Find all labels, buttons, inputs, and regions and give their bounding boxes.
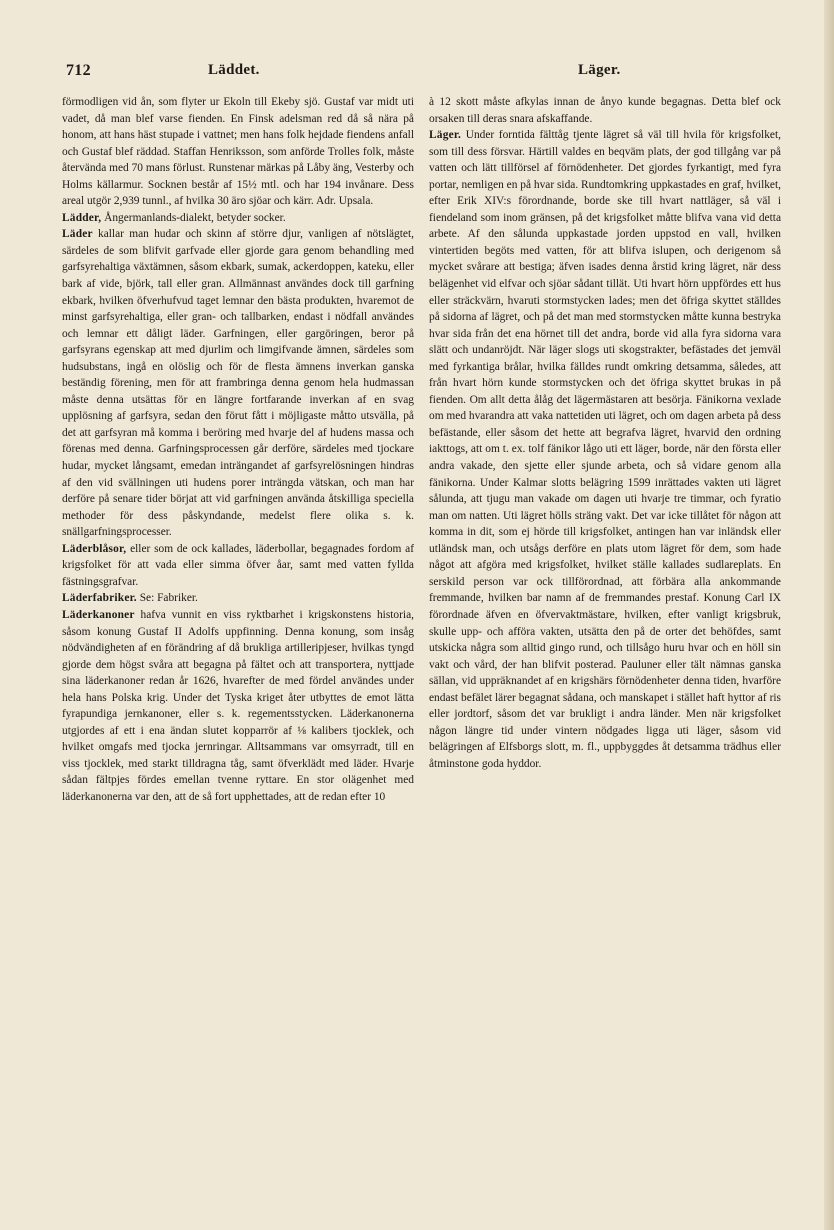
left-column xyxy=(62,94,414,806)
entry-text: Ångermanlands-dialekt, betyder socker. xyxy=(101,211,286,224)
entry-paragraph xyxy=(62,226,414,540)
entry-paragraph xyxy=(429,127,781,772)
entry-text: à 12 skott måste afkylas innan de ånyo kunde begagnas. Detta blef ock orsaken till deras snara afskaffande. xyxy=(429,96,781,125)
entry-text: eller som de ock kallades, läderbollar, begagnades fordom af krigsfolket för att vada eller simma öfver åar, samt med vatten fyllda fästningsgrafvar. xyxy=(62,542,414,588)
page-number: 712 xyxy=(66,62,91,79)
entry-headword: Läderfabriker. xyxy=(62,592,137,605)
right-column xyxy=(429,94,781,772)
entry-paragraph xyxy=(62,607,414,806)
entry-paragraph xyxy=(62,541,414,591)
left-running-head: Läddet. xyxy=(208,62,260,78)
entry-text: kallar man hudar och skinn af större djur, vanligen af nötslägtet, särdeles de som blifvit garfvade eller gjorde gara genom behandling med garfsyrehaltiga växtämnen, såsom ekbark, sumak, ackerdoppen, kateku, eller bark af vide, björk, tall eller gran. Allmännast användes dock till garfning ekbark, hvilken öfverhufvud taget lemnar den bästa produkten, hvaremot de minst garfsyrehaltiga, eller gran- och tallbarken, endast i nödfall användes och lemnar ett dåligt läder. Garfningen, eller gargöringen, beror på garfsyrans egenskap att med djurlim och limgifvande ämnen, särdeles som hudsubstans, ingå en olöslig och för de flesta ämnens inverkan ganska beständig förening, men för att frambringa denna genom hela hudmassan måste denna utsättas för en längre fortfarande inverkan af en svag upplösning af garfsyra, sedan den förut fått i möjligaste måtto utsvälla, på det att garfsyran må komma i beröring med hvarje del af hudens massa och förenas med denna. Garfningsprocessen går derföre, särdeles med tjockare hudar, mycket långsamt, emedan inträngandet af garfsyrelösningen hindras af den vid svällningen uti hudens porer inträngda vätskan, och man har derföre på senare tider börjat att vid garfningen använda åtskilliga speciella methoder för dess påskyndande, medelst flere olika s. k. snällgarfningsprocesser. xyxy=(62,228,414,539)
entry-headword: Lädder, xyxy=(62,211,102,224)
entry-paragraph xyxy=(62,590,414,607)
entry-headword: Läderblåsor, xyxy=(62,542,127,555)
entry-text: Under forntida fälttåg tjente lägret så väl till hvila för krigsfolket, som till dess försvar. Härtill valdes en beqväm plats, der god tillgång var på vatten och lätt tillförsel af förnödenheter. Det gjordes fyrkantigt, med fyra portar, nemligen en på hvar sida. Rundtomkring uppkastades en graf, hvilket, efter Erik XIV:s förordnande, borde ske till hvart nattläger, så väl i fiendeland som inom gränsen, på det krigsfolket måtte blifva vana vid detta arbete. Af den sålunda uppkastade jorden uppstod en vall, hvilken vintertiden begöts med vatten, för att blifva islupen, och derigenom så mycket svårare att bestiga; äfven isades denna årstid kring lägret, när dess belägenhet vid elfvar och sjöar sådant tillät. Uti hvart hörn uppfördes ett hus eller sträckvärn, hvaruti stormstycken lades; men det öfriga skyttet ställdes på sidorna af lägret, och på det man med stormstycken måtte kunna bestryka hvar sida från det ena hörnet till det andra, borde vid alla fyra sidorna vara slätt och undanröjdt. När läger slogs uti skogstrakter, befästades det jemväl med fyrkantiga brålar, hvilka fälldes rundt omkring detsamma, således, att från hvart hörn kunde stormstycken och det öfriga skyttet brukas in på fienden. Om allt detta ålåg det lägermästaren att besörja. Fänikorna vexlade om med hvarandra att vaka nattetiden uti lägret, och om dagen arbeta på dess befästande, eller såsom det hette att begrafva lägret, hvarvid den ordning iakttogs, att om t. ex. tolf fänikor lågo uti ett läger, borde, när den första eller andra vakade, den sjette eller sjunde arbeta, och så vidare genom alla fänikorna. Under Kalmar slotts belägring 1599 inrättades vakten uti lägret sålunda, att tjugu man vakade om dagen uti hvarje tre timmar, och fyratio man om natten. Uti lägret hölls sträng vakt. Det var icke tillåtet för någon att komma in dit, som ej hörde till krigsfolket, antingen han var inländsk eller utländsk man, och utsågs derföre en plats utom lägret för dem, som hade något att afgöra med krigsfolket, hvilket ställe kallades sudlareplats. En serskild person var ock tillförordnad, att förbära alla ankommande fremmande, hvilken bar namn af de fremmandes prestaf. Konung Carl IX förordnade äfven en öfvervaktmästare, hvilken, efter vanligt krigsbruk, skulle upp- och afföra vakten, utsätta den på de orter det behöfdes, samt utskicka några som alltid gingo rund, och tillsågo huru hvar och en höll sin vakt och vård, der han blifvit posterad. Pauluner eller tält nämnas ganska sällan, vid uppräknandet af en krigshärs förnödenheter denna tiden, hvarföre endast befälet lärer begagnat sådana, och manskapet i stället haft hyttor af ris eller jordtorf, såsom det var brukligt i andra länder. Men när krigsfolket någon längre tid under vintern nödgades ligga uti läger, såsom vid belägringen af Elfsborgs slott, m. fl., uppbyggdes åt detsamma trädhus eller åtminstone goda hyddor. xyxy=(429,129,781,770)
entry-headword: Läger. xyxy=(429,129,462,142)
entry-text: Se: Fabriker. xyxy=(136,592,198,605)
entry-text: hafva vunnit en viss ryktbarhet i krigskonstens historia, såsom konung Gustaf II Adolfs uppfinning. Denna konung, som insåg nödvändigheten af en förändring af då brukliga artilleripjeser, hvilkas tyngd gjorde dem högst svåra att begagna på fältet och att transportera, nyttjade sina läderkanoner redan år 1626, hvarefter de med fördel användes under hela hans Polska krig. Under det Tyska kriget åter utbyttes de emot lätta fyrapundiga jernkanoner, eller s. k. regementsstycken. Läderkanonerna utgjordes af ett i ena ändan slutet kopparrör af ⅛ kalibers tjocklek, och hvilket omgafs med tjocka jernringar. Alltsammans var omsyrradt, till en viss tjocklek, med starkt tilldragna tåg, samt öfverklädt med läder. Hvarje sådan fältpjes fördes emellan tvenne ryttare. En stor olägenhet med läderkanonerna var den, att de så fort upphettades, att de redan efter 10 xyxy=(62,608,414,803)
entry-paragraph xyxy=(429,94,781,127)
entry-headword: Läder xyxy=(62,228,93,241)
entry-headword: Läderkanoner xyxy=(62,608,135,621)
right-running-head: Läger. xyxy=(578,62,621,78)
entry-paragraph xyxy=(62,94,414,210)
entry-text: förmodligen vid ån, som flyter ur Ekoln till Ekeby sjö. Gustaf var midt uti vadet, då man blef varse fienden. En Finsk adelsman red då så nära på honom, att hans häst stupade i vattnet; men hans folk hejdade fiendens anfall och Gustaf blef räddad. Staffan Henriksson, som anförde Trolles folk, måste återvända med 70 mans förlust. Runstenar märkas på Låby äng, Vesterby och Holms källarmur. Socknen består af 15½ mtl. och har 194 invånare. Dess areal utgör 2,939 tunnl., af hvilka 30 äro sjöar och kärr. Adr. Upsala. xyxy=(62,96,414,208)
page-spine-edge xyxy=(824,0,834,1230)
entry-paragraph xyxy=(62,210,414,227)
